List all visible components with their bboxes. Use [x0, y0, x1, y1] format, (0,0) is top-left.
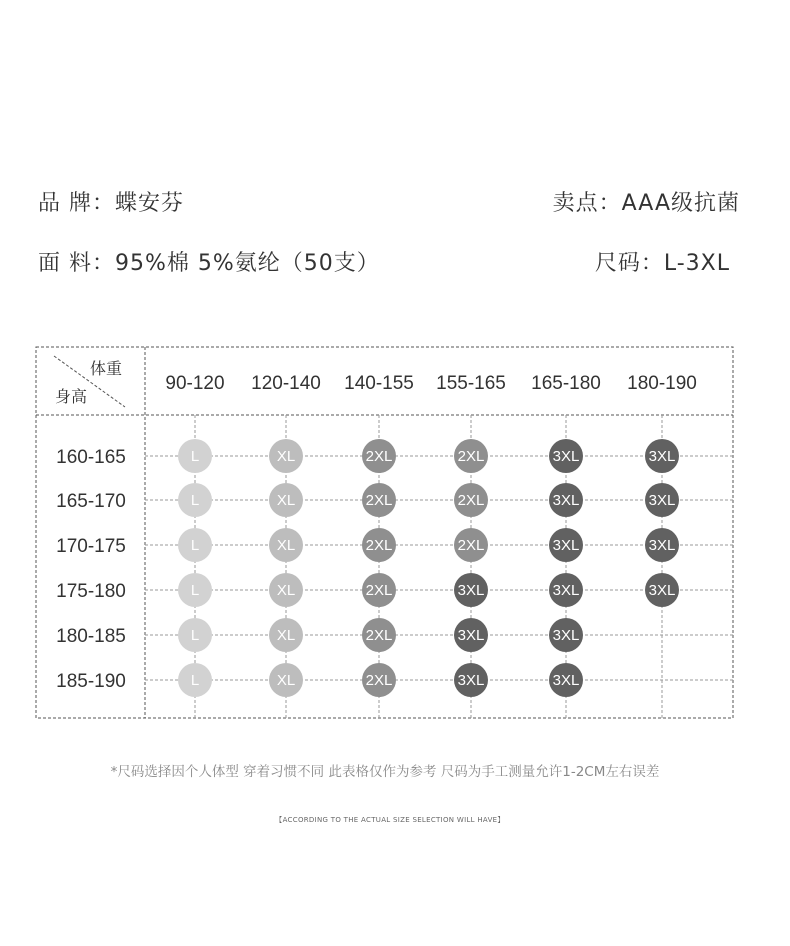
size-label: 3XL — [648, 492, 676, 509]
size-cell — [362, 483, 396, 517]
size-cell — [178, 483, 212, 517]
fabric-label: 面 料：95%棉 5%氨纶（50支） — [38, 251, 380, 276]
size-label: 3XL — [552, 492, 580, 509]
size-cell — [454, 483, 488, 517]
weight-range-label: 155-165 — [436, 373, 506, 394]
size-label: XL — [276, 627, 296, 644]
height-range-label: 185-190 — [56, 671, 126, 692]
size-label: XL — [276, 492, 296, 509]
size-label: 3XL — [648, 448, 676, 465]
size-label: 3XL — [648, 582, 676, 599]
size-label: 3XL — [648, 537, 676, 554]
size-cell — [178, 663, 212, 697]
size-cell — [549, 618, 583, 652]
size-label: 3XL — [457, 582, 485, 599]
size-cell — [549, 439, 583, 473]
size-cell — [269, 618, 303, 652]
size-cell — [645, 528, 679, 562]
size-label: L — [190, 537, 200, 554]
size-label: 2XL — [457, 537, 485, 554]
size-cell — [269, 663, 303, 697]
height-range-label: 175-180 — [56, 581, 126, 602]
size-label: XL — [276, 582, 296, 599]
weight-range-label: 90-120 — [165, 373, 225, 394]
size-label: 3XL — [457, 627, 485, 644]
size-cell — [269, 573, 303, 607]
size-cell — [645, 439, 679, 473]
weight-header-row — [165, 373, 696, 394]
height-range-label: 165-170 — [56, 491, 126, 512]
size-cell — [645, 573, 679, 607]
size-range-label: 尺码：L-3XL — [594, 251, 730, 276]
corner-weight-label: 体重 — [90, 359, 123, 378]
weight-range-label: 140-155 — [344, 373, 414, 394]
size-label: 3XL — [457, 672, 485, 689]
size-cell — [362, 528, 396, 562]
brand-label: 品 牌：蝶安芬 — [38, 191, 184, 216]
size-cell — [178, 439, 212, 473]
size-cell — [362, 573, 396, 607]
size-cell — [549, 573, 583, 607]
size-cell — [178, 618, 212, 652]
size-label: 2XL — [365, 672, 393, 689]
size-cell — [454, 439, 488, 473]
size-cell — [549, 663, 583, 697]
size-label: 2XL — [365, 582, 393, 599]
size-cell — [454, 573, 488, 607]
size-label: L — [190, 582, 200, 599]
size-cell — [362, 663, 396, 697]
size-label: 2XL — [457, 448, 485, 465]
selling-point-label: 卖点：AAA级抗菌 — [552, 191, 740, 216]
size-cells — [178, 439, 679, 697]
size-cell — [645, 483, 679, 517]
size-label: L — [190, 627, 200, 644]
size-cell — [362, 618, 396, 652]
weight-range-label: 180-190 — [627, 373, 697, 394]
size-cell — [269, 483, 303, 517]
size-label: 3XL — [552, 448, 580, 465]
size-label: XL — [276, 537, 296, 554]
size-cell — [454, 618, 488, 652]
size-note: *尺码选择因个人体型 穿着习惯不同 此表格仅作为参考 尺码为手工测量允许1-2CM左右误差 — [110, 764, 660, 780]
size-label: L — [190, 492, 200, 509]
size-label: XL — [276, 448, 296, 465]
height-header-column — [56, 447, 126, 692]
size-cell — [269, 439, 303, 473]
size-label: 2XL — [365, 537, 393, 554]
size-label: 2XL — [365, 492, 393, 509]
weight-range-label: 165-180 — [531, 373, 601, 394]
size-cell — [549, 528, 583, 562]
size-cell — [549, 483, 583, 517]
height-range-label: 170-175 — [56, 536, 126, 557]
size-label: L — [190, 448, 200, 465]
size-cell — [178, 528, 212, 562]
size-label: 2XL — [365, 448, 393, 465]
size-cell — [362, 439, 396, 473]
height-range-label: 180-185 — [56, 626, 126, 647]
size-cell — [269, 528, 303, 562]
size-label: L — [190, 672, 200, 689]
height-range-label: 160-165 — [56, 447, 126, 468]
size-cell — [454, 663, 488, 697]
footer-caption: 【ACCORDING TO THE ACTUAL SIZE SELECTION WILL HAVE】 — [275, 816, 505, 824]
weight-range-label: 120-140 — [251, 373, 321, 394]
size-cell — [178, 573, 212, 607]
size-label: XL — [276, 672, 296, 689]
size-label: 2XL — [365, 627, 393, 644]
size-label: 2XL — [457, 492, 485, 509]
size-label: 3XL — [552, 537, 580, 554]
size-label: 3XL — [552, 672, 580, 689]
size-cell — [454, 528, 488, 562]
size-label: 3XL — [552, 582, 580, 599]
corner-height-label: 身高 — [55, 387, 88, 406]
size-label: 3XL — [552, 627, 580, 644]
